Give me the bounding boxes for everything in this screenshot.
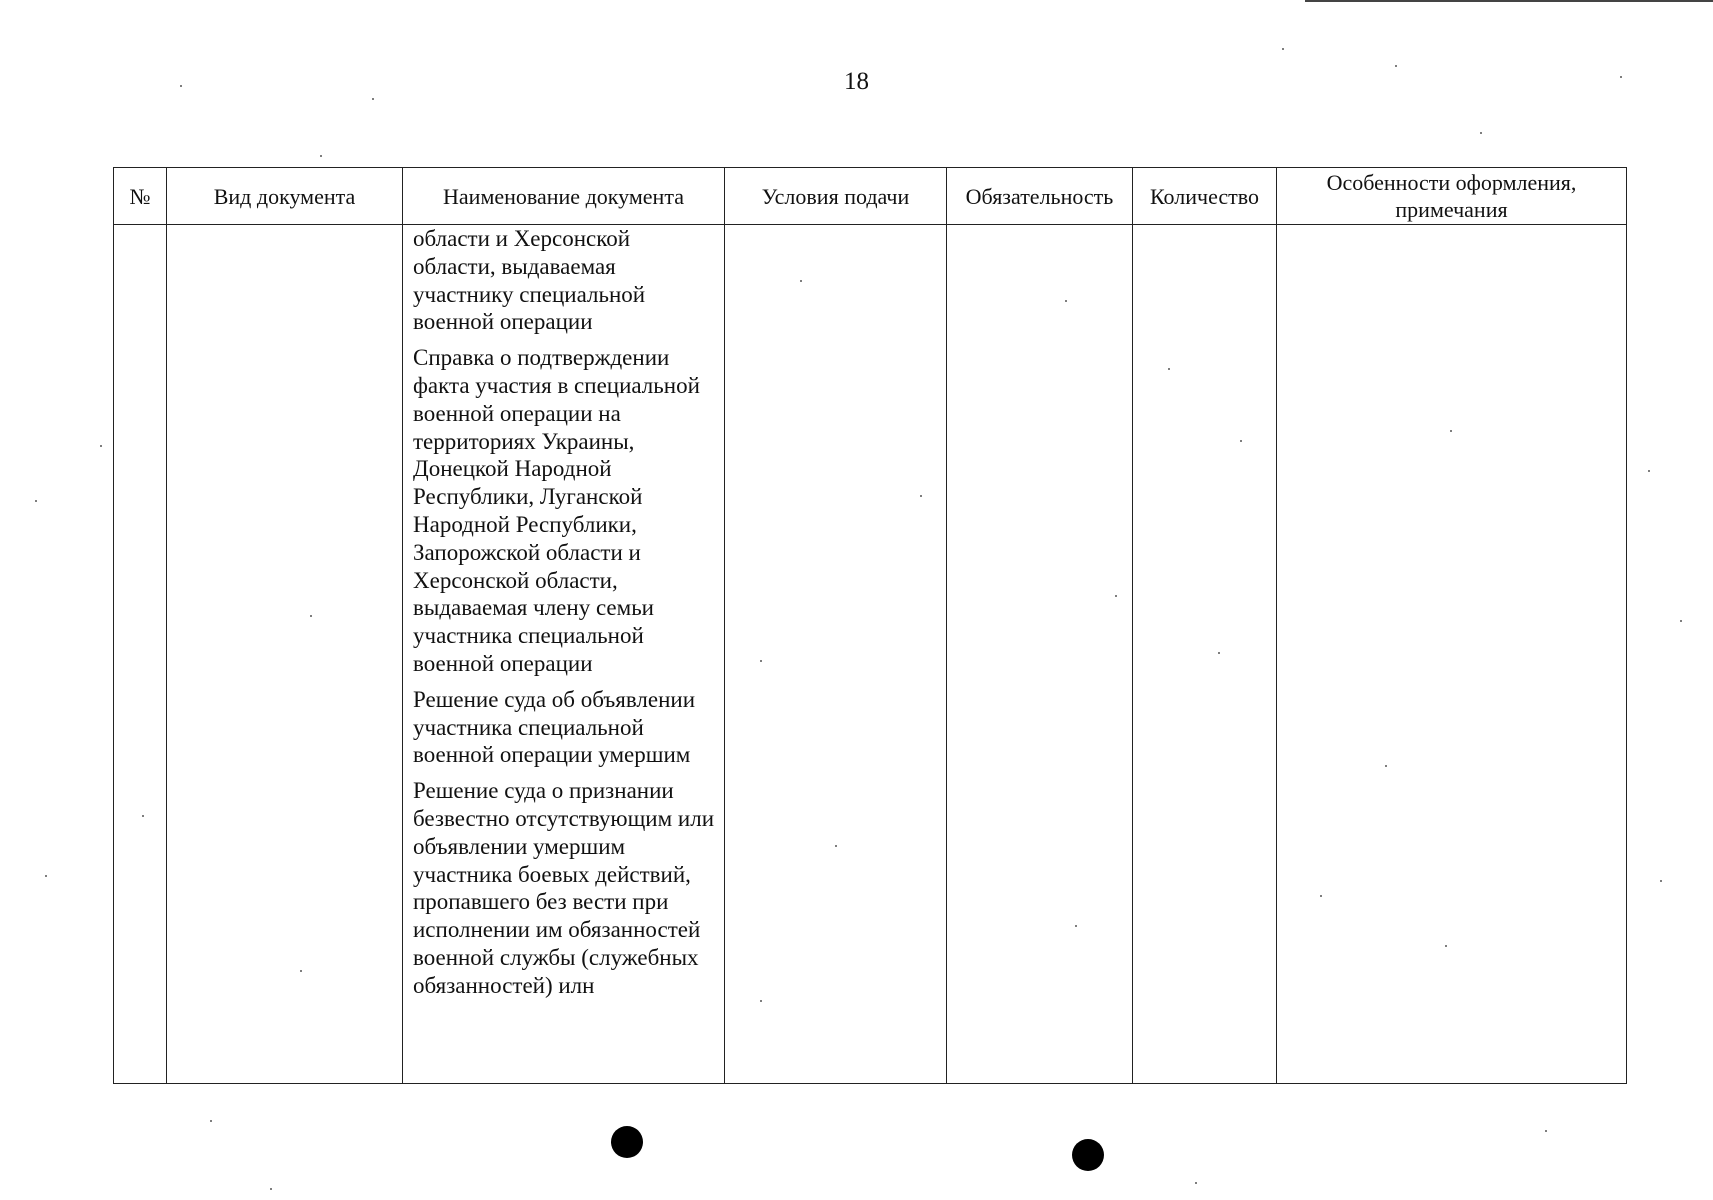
scan-speck bbox=[372, 98, 374, 100]
cell-notes bbox=[1277, 225, 1627, 1084]
scan-speck bbox=[1115, 595, 1117, 597]
scan-edge-line bbox=[1305, 0, 1713, 2]
table-row bbox=[114, 225, 1627, 1084]
page-number: 18 bbox=[844, 68, 869, 95]
scan-speck bbox=[1240, 440, 1242, 442]
scan-speck bbox=[1680, 620, 1682, 622]
cell-quantity bbox=[1133, 225, 1277, 1084]
scan-speck bbox=[1320, 895, 1322, 897]
cell-conditions bbox=[725, 225, 947, 1084]
scan-speck bbox=[1218, 652, 1220, 654]
scan-speck bbox=[1168, 368, 1170, 370]
cell-doc-name bbox=[403, 225, 725, 1084]
header-notes: Особенности оформления, примечания bbox=[1277, 168, 1627, 225]
doc-name-item: области и Херсонской области, выдаваемая участнику специальной военной операции bbox=[413, 226, 646, 335]
scan-speck bbox=[1385, 765, 1387, 767]
scan-speck bbox=[45, 875, 47, 877]
punch-hole-right bbox=[1072, 1139, 1104, 1171]
scan-speck bbox=[800, 280, 802, 282]
scan-speck bbox=[142, 815, 144, 817]
scan-speck bbox=[1450, 430, 1452, 432]
documents-table bbox=[113, 167, 1627, 1084]
scan-speck bbox=[1620, 76, 1622, 78]
scan-speck bbox=[210, 1120, 212, 1122]
scan-speck bbox=[180, 85, 182, 87]
scan-speck bbox=[300, 970, 302, 972]
scan-speck bbox=[1660, 880, 1662, 882]
scan-speck bbox=[320, 155, 322, 157]
scan-speck bbox=[920, 495, 922, 497]
cell-doc-type bbox=[167, 225, 403, 1084]
scan-speck bbox=[270, 1188, 272, 1190]
header-obligation: Обязательность bbox=[947, 168, 1133, 225]
scan-speck bbox=[835, 845, 837, 847]
header-doc-type: Вид документа bbox=[167, 168, 403, 225]
header-conditions: Условия подачи bbox=[725, 168, 947, 225]
scan-speck bbox=[35, 500, 37, 502]
scan-speck bbox=[1445, 945, 1447, 947]
scan-speck bbox=[1195, 1182, 1197, 1184]
scan-speck bbox=[1282, 48, 1284, 50]
scan-speck bbox=[1648, 470, 1650, 472]
doc-name-item: Решение суда об объявлении участника специальной военной операции умершим bbox=[413, 686, 696, 768]
scan-speck bbox=[100, 445, 102, 447]
scan-speck bbox=[1075, 925, 1077, 927]
scan-speck bbox=[760, 1000, 762, 1002]
cell-obligation bbox=[947, 225, 1133, 1084]
punch-hole-left bbox=[611, 1126, 643, 1158]
scan-speck bbox=[1065, 300, 1067, 302]
header-doc-name: Наименование документа bbox=[403, 168, 725, 225]
table-header-row bbox=[114, 168, 1627, 225]
header-quantity: Количество bbox=[1133, 168, 1277, 225]
scan-speck bbox=[760, 660, 762, 662]
scan-speck bbox=[1480, 132, 1482, 134]
doc-name-item: Справка о подтверждении факта участия в специальной военной операции на территориях Украины, Донецкой Народной Республики, Луганской Народной Республики, Запорожской области и Херсонской области, выдаваемая члену семьи участника специальной военной операции bbox=[413, 345, 700, 676]
cell-number bbox=[114, 225, 167, 1084]
doc-name-item: Решение суда о признании безвестно отсутствующим или объявлении умершим участника боевых действий, пропавшего без вести при исполнении им обязанностей военной службы (служебных обязанностей) илн bbox=[413, 778, 714, 998]
scan-speck bbox=[1545, 1130, 1547, 1132]
scan-speck bbox=[1395, 65, 1397, 67]
scan-speck bbox=[310, 615, 312, 617]
header-number: № bbox=[114, 168, 167, 225]
